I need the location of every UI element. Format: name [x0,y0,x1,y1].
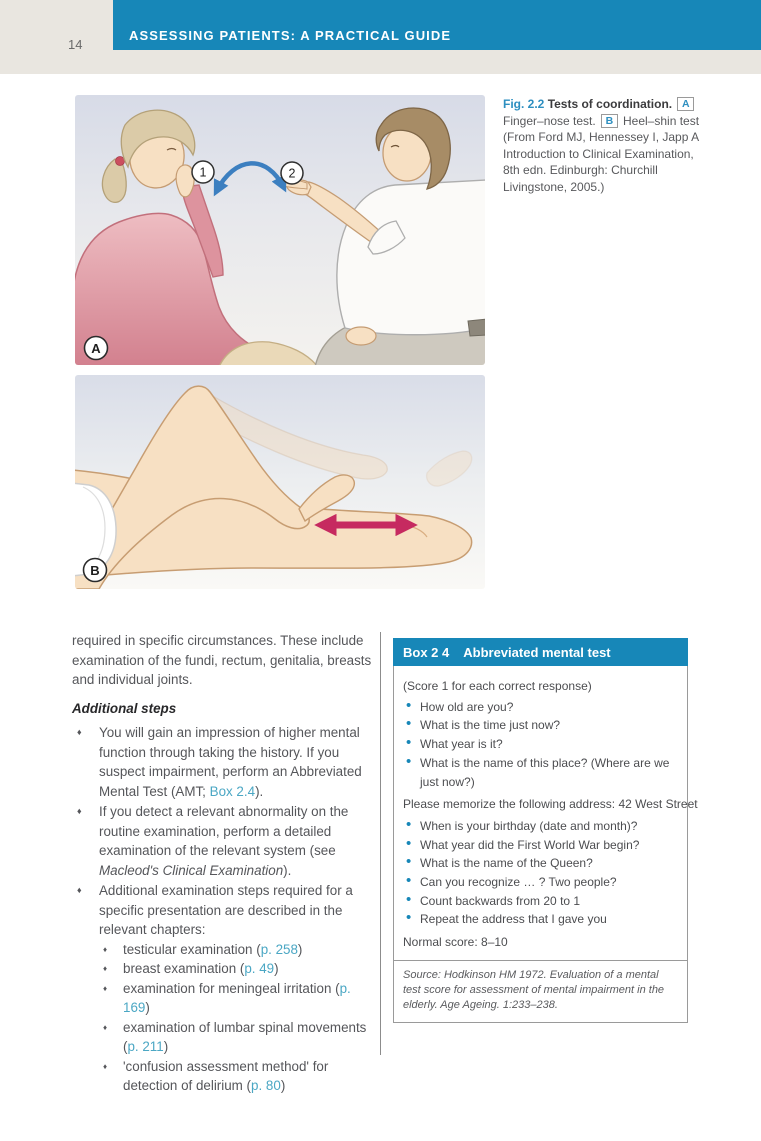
step-1-marker [192,161,214,183]
intro-paragraph: required in specific circumstances. These include examination of the fundi, rectum, genitalia, breasts and individual joints. [72,633,372,687]
amt-question-list-2 [403,817,679,929]
figure-b-panel [75,375,485,589]
list-item [99,959,381,979]
normal-score: Normal score: 8–10 [403,935,508,950]
box-body [393,666,698,1023]
figure-caption [503,96,713,195]
page-211-link[interactable]: p. 211 [127,1039,164,1054]
chapter-header-bar [113,0,761,50]
body-text-column [72,631,381,1097]
list-item-text: examination for meningeal irritation ( [123,980,340,996]
list-item-text: testicular examination ( [123,941,261,957]
list-item: • How old are you? [403,698,679,717]
examiner-figure [282,108,485,365]
list-item-text: 'confusion assessment method' for detection of delirium ( [123,1058,329,1093]
list-item [99,1018,381,1057]
list-item: • What year did the First World War begin? [403,836,679,855]
list-item: • When is your birthday (date and month)? [403,817,679,836]
caption-marker-a: A [677,97,694,111]
list-item-text: ). [255,783,264,799]
column-divider [380,632,381,1055]
caption-text-a: Finger–nose test. [503,113,596,128]
book-title-italic: Macleod's Clinical Examination [99,862,284,878]
list-item-text: ) [274,961,279,976]
list-item-text: Additional examination steps required for a specific presentation are described in the relevant chapters: [99,883,353,937]
additional-steps-list [72,723,381,1096]
list-item: • Count backwards from 20 to 1 [403,892,679,911]
svg-text:A: A [91,341,101,356]
list-item: • What is the name of this place? (Where are we just now?) [403,754,679,791]
header-title: ASSESSING PATIENTS: A PRACTICAL GUIDE [129,28,452,43]
list-item: • Can you recognize … ? Two people? [403,873,679,892]
page-80-link[interactable]: p. 80 [251,1078,281,1093]
list-item-text: If you detect a relevant abnormality on the routine examination, perform a detailed examination of the relevant system (see [99,804,349,858]
list-item [72,881,381,1096]
box-2-4-link[interactable]: Box 2.4 [209,783,256,799]
list-item-text: ) [297,941,303,957]
list-item-text: examination of lumbar spinal movements ( [123,1019,367,1054]
list-item [99,1057,381,1096]
amt-question-list-1 [403,698,679,792]
additional-steps-heading: Additional steps [72,700,177,716]
box-source: Source: Hodkinson HM 1972. Evaluation of a mental test score for assessment of mental impairment in the elderly. Age Ageing. 1:233–238. [394,960,687,1022]
step-2-marker [281,162,303,184]
list-item [99,940,381,960]
list-item-text: breast examination ( [123,961,245,976]
list-item [99,979,381,1018]
list-item: • What is the name of the Queen? [403,854,679,873]
list-item [72,723,381,801]
box-title: Abbreviated mental test [463,645,611,660]
box-intro: (Score 1 for each correct response) [403,679,592,693]
list-item: • What year is it? [403,735,679,754]
page-49-link[interactable]: p. 49 [244,961,275,976]
caption-title: Tests of coordination. [547,97,673,111]
svg-text:2: 2 [288,166,296,181]
list-item-text: ). [283,862,292,878]
finger-nose-arrow-icon [216,163,284,192]
heel-shin-illustration [75,375,485,589]
caption-marker-b: B [601,114,618,128]
figure-a-panel [75,95,485,365]
svg-text:1: 1 [199,165,207,180]
list-item: • Repeat the address that I gave you [403,910,679,929]
list-item-text: ) [145,1000,150,1015]
patient-hand [176,165,194,197]
page-258-link[interactable]: p. 258 [260,941,298,957]
legs-figure [75,386,472,589]
abbreviated-mental-test-box [393,638,698,1023]
panel-a-badge [85,337,108,360]
box-number: Box 2 4 [403,645,450,660]
svg-text:B: B [90,563,100,578]
panel-b-badge [84,559,107,582]
list-item [72,802,381,880]
finger-nose-illustration [75,95,485,365]
figure-label: Fig. 2.2 [503,97,545,111]
hair-tie [116,157,125,166]
page-number: 14 [68,37,83,52]
caption-text-b: Heel–shin test (From Ford MJ, Hennessey I, Japp A Introduction to Clinical Examination, 8th edn. Edinburgh: Churchill Livingstone, 2005.) [503,113,700,194]
list-item: • What is the time just now? [403,716,679,735]
page-169-link[interactable]: p. 169 [123,980,351,1015]
list-item-text: You will gain an impression of higher mental function through taking the history. If you suspect impairment, perform an Abbreviated Mental Test (AMT; [99,725,362,799]
memorize-instruction: Please memorize the following address: 42 West Street [403,797,698,812]
list-item-text: ) [280,1078,286,1093]
box-header [393,638,688,666]
list-item-text: ) [163,1039,169,1054]
chapter-reference-list [99,940,381,1096]
patient-figure [75,110,318,365]
